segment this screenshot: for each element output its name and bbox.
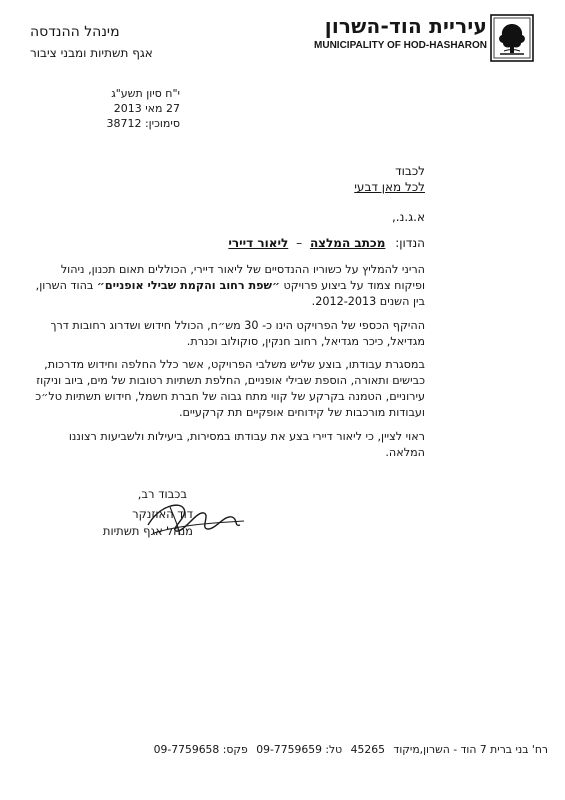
subject-title: מכתב המלצה (309, 236, 386, 250)
engineering-department: אגף תשתיות ומבני ציבור (30, 46, 153, 60)
paragraph-budget: ההיקף הכספי של הפרויקט הינו כ- 30 מש״ח, הכולל חידוש ושדרוג רחובות דרך מגדיאל, כיכר מגדיאל, רחוב חנקין, סוקולוב וכנרת. (50, 319, 425, 348)
subject-name: ליאור דיירי (228, 236, 289, 250)
subject-label: הנדון: (395, 236, 425, 250)
footer-address: רח' בני ברית 7 הוד - השרון,מיקוד (393, 743, 548, 756)
addressee-line-1: לכבוד (395, 164, 425, 178)
reference-number: סימוכין: 38712 (106, 117, 180, 130)
footer-fax: פקס: 09-7759658 (153, 743, 248, 756)
greeting: א.ג.נ., (391, 210, 425, 224)
gregorian-date: 27 מאי 2013 (113, 102, 180, 115)
subject-separator: – (296, 236, 303, 250)
footer-zip: 45265 (350, 743, 385, 756)
letter-meta (30, 86, 180, 131)
municipal-emblem-icon (490, 14, 534, 62)
addressee-line-2: לכל מאן דבעי (354, 180, 425, 194)
municipality-name-english: MUNICIPALITY OF HOD-HASHARON (314, 40, 487, 51)
paragraph-closing: ראוי לציין, כי ליאור דיירי בצע את עבודתו במסירות, ביעילות ולשביעות רצוננו המלאה. (68, 430, 425, 459)
project-name: ״שפת רחוב והקמת שבילי אופניים״ (96, 279, 280, 292)
paragraph-1-text-b: בהוד השרון, בין השנים 2012-2013. (35, 279, 425, 308)
subject-line (228, 236, 425, 250)
paragraph-1-text-a: הריני להמליץ על כשוריו ההנדסיים של ליאור דיירי, הכוללים תאום תכנון, ניהול ופיקוח צמוד על ביצוע פרויקט (60, 263, 425, 292)
hebrew-date: י"ח סיון תשע"ג (111, 87, 180, 100)
signer-name: דוד האוזנקר (132, 507, 193, 521)
footer-contact (20, 743, 548, 756)
closing-salutation: בכבוד רב, (137, 487, 187, 501)
engineering-administration: מינהל ההנדסה (30, 24, 120, 40)
municipality-name-hebrew: עיריית הוד-השרון (324, 14, 487, 38)
footer-phone: טל: 09-7759659 (256, 743, 343, 756)
signer-role: מנהל אגף תשתיות (102, 524, 193, 538)
paragraph-scope: במסגרת עבודתו, בוצע שליש משלבי הפרויקט, אשר כלל החלפה וחידוש מדרכות, כבישים ותאורה, הוספת שבילי אופניים, החלפת תשתיות רטובות של מים, ביוב וניקוז עירוניים, הטמנה בקרקע של קווי מתח גבוה של חברת חשמל, חידוש תשתיות טל״כ ועבודות מורכבות של קידוחים אופקיים תת קרקעיים. (35, 358, 425, 419)
paragraph-recommendation (30, 262, 425, 310)
